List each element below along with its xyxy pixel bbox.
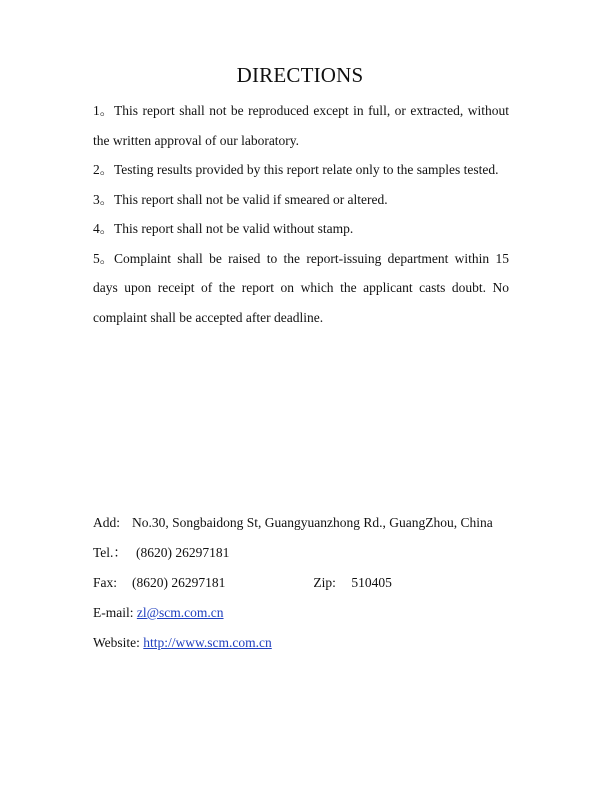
direction-text: This report shall not be valid if smeared or altered.: [114, 191, 388, 207]
email-label: E-mail:: [93, 605, 134, 620]
direction-number: 2。: [93, 162, 114, 177]
fax-zip-row: [93, 568, 523, 598]
website-link[interactable]: http://www.scm.com.cn: [143, 635, 272, 650]
zip-label: Zip:: [313, 575, 336, 590]
direction-text: Complaint shall be raised to the report-issuing department within 15 days upon receipt of the report on which the applicant casts doubt. No complaint shall be accepted after deadline.: [93, 250, 509, 325]
direction-number: 1。: [93, 103, 114, 118]
address-label: Add:: [93, 515, 120, 530]
direction-item-3: [93, 185, 509, 215]
direction-number: 3。: [93, 191, 114, 207]
direction-item-2: [93, 155, 509, 185]
address-value: No.30, Songbaidong St, Guangyuanzhong Rd., GuangZhou, China: [132, 515, 493, 530]
direction-item-1: [93, 96, 509, 155]
zip-value: 510405: [351, 575, 392, 590]
address-row: [93, 508, 523, 538]
page-title: DIRECTIONS: [236, 63, 364, 87]
fax-value: (8620) 26297181: [132, 575, 226, 590]
fax-label: Fax:: [93, 575, 118, 590]
direction-number: 5。: [93, 250, 114, 266]
direction-text: This report shall not be reproduced except in full, or extracted, without the written approval of our laboratory.: [93, 103, 509, 148]
telephone-value: (8620) 26297181: [136, 545, 230, 560]
email-row: [93, 598, 523, 628]
email-link[interactable]: zl@scm.com.cn: [136, 605, 224, 620]
directions-list: [93, 96, 509, 332]
telephone-row: [93, 538, 523, 568]
direction-item-4: [93, 214, 509, 244]
website-label: Website:: [93, 635, 140, 650]
direction-item-5: [93, 244, 509, 333]
direction-text: Testing results provided by this report relate only to the samples tested.: [114, 162, 499, 177]
contact-block: [93, 508, 523, 658]
direction-text: This report shall not be valid without stamp.: [114, 221, 354, 236]
direction-number: 4。: [93, 221, 114, 236]
telephone-label: Tel.：: [93, 545, 127, 560]
website-row: [93, 628, 523, 658]
